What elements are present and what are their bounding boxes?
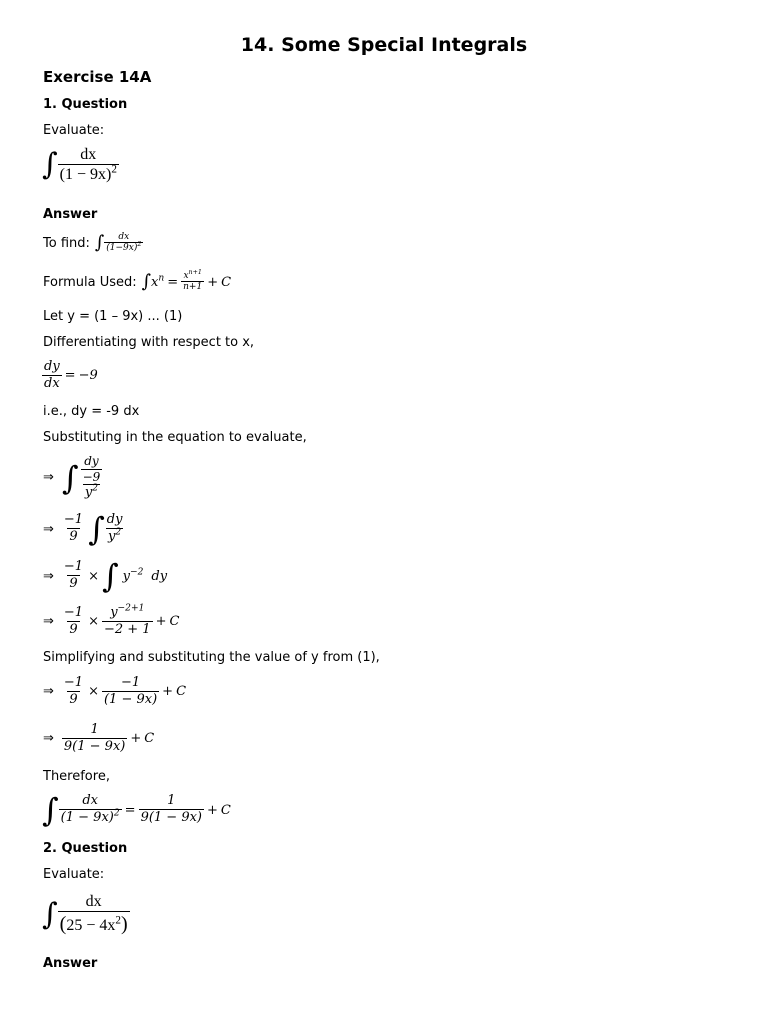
implies-icon: ⇒ <box>43 568 54 584</box>
derivative-equation: $\frac{dy}{dx}$ = −9 <box>44 359 98 391</box>
simplifying-line: Simplifying and substituting the value of y from (1), <box>43 650 380 665</box>
therefore-label: Therefore, <box>43 769 110 784</box>
step-3: ⇒ $\frac{-1}{9}$ × ∫ $y^{-2}$ dy <box>43 557 168 595</box>
step-1: ⇒ ∫ $\frac{\frac{dy}{-9}}{y^2}$ <box>43 454 101 501</box>
formula-label: Formula Used: <box>43 274 137 290</box>
differentiating-line: Differentiating with respect to x, <box>43 335 255 350</box>
question-1-label: 1. Question <box>43 97 128 112</box>
question-2-integral: ∫ $\frac{dx}{(25 - 4x^2)}$ <box>42 893 128 936</box>
ie-line: i.e., dy = -9 dx <box>43 404 140 419</box>
question-1-answer-label: Answer <box>43 207 98 222</box>
question-1-integral: ∫ $\frac{dx}{(1 - 9x)^2}$ <box>42 146 117 184</box>
to-find-line: To find: ∫ $\frac{dx}{(1-9x)^2}$ <box>43 232 142 254</box>
page-title: 14. Some Special Integrals <box>240 34 528 56</box>
let-line: Let y = (1 – 9x) ... (1) <box>43 309 183 324</box>
exercise-heading: Exercise 14A <box>43 68 152 86</box>
implies-icon: ⇒ <box>43 614 54 630</box>
to-find-label: To find: <box>43 235 90 251</box>
implies-icon: ⇒ <box>43 731 54 747</box>
question-1-evaluate-label: Evaluate: <box>43 123 105 138</box>
question-2-label: 2. Question <box>43 841 128 856</box>
step-5: ⇒ $\frac{-1}{9}$ × $\frac{-1}{(1 - 9x)}$ + C <box>43 675 187 707</box>
implies-icon: ⇒ <box>43 521 54 537</box>
question-2-answer-label: Answer <box>43 956 98 971</box>
question-2-evaluate-label: Evaluate: <box>43 867 105 882</box>
implies-icon: ⇒ <box>43 470 54 486</box>
formula-line: Formula Used: ∫ $x^n$ = $\frac{x^{n+1}}{n+1}$ + C <box>43 269 232 293</box>
implies-icon: ⇒ <box>43 684 54 700</box>
final-result: ∫ $\frac{dx}{(1 - 9x)^2}$ = $\frac{1}{9(1 - 9x)}$ + C <box>42 791 231 829</box>
step-2: ⇒ $\frac{-1}{9}$ ∫ $\frac{dy}{y^2}$ <box>43 510 123 548</box>
substituting-line: Substituting in the equation to evaluate, <box>43 430 307 445</box>
step-4: ⇒ $\frac{-1}{9}$ × $\frac{y^{-2+1}}{-2 + 1}$ + C <box>43 603 180 637</box>
step-6: ⇒ $\frac{1}{9(1 - 9x)}$ + C <box>43 722 155 754</box>
